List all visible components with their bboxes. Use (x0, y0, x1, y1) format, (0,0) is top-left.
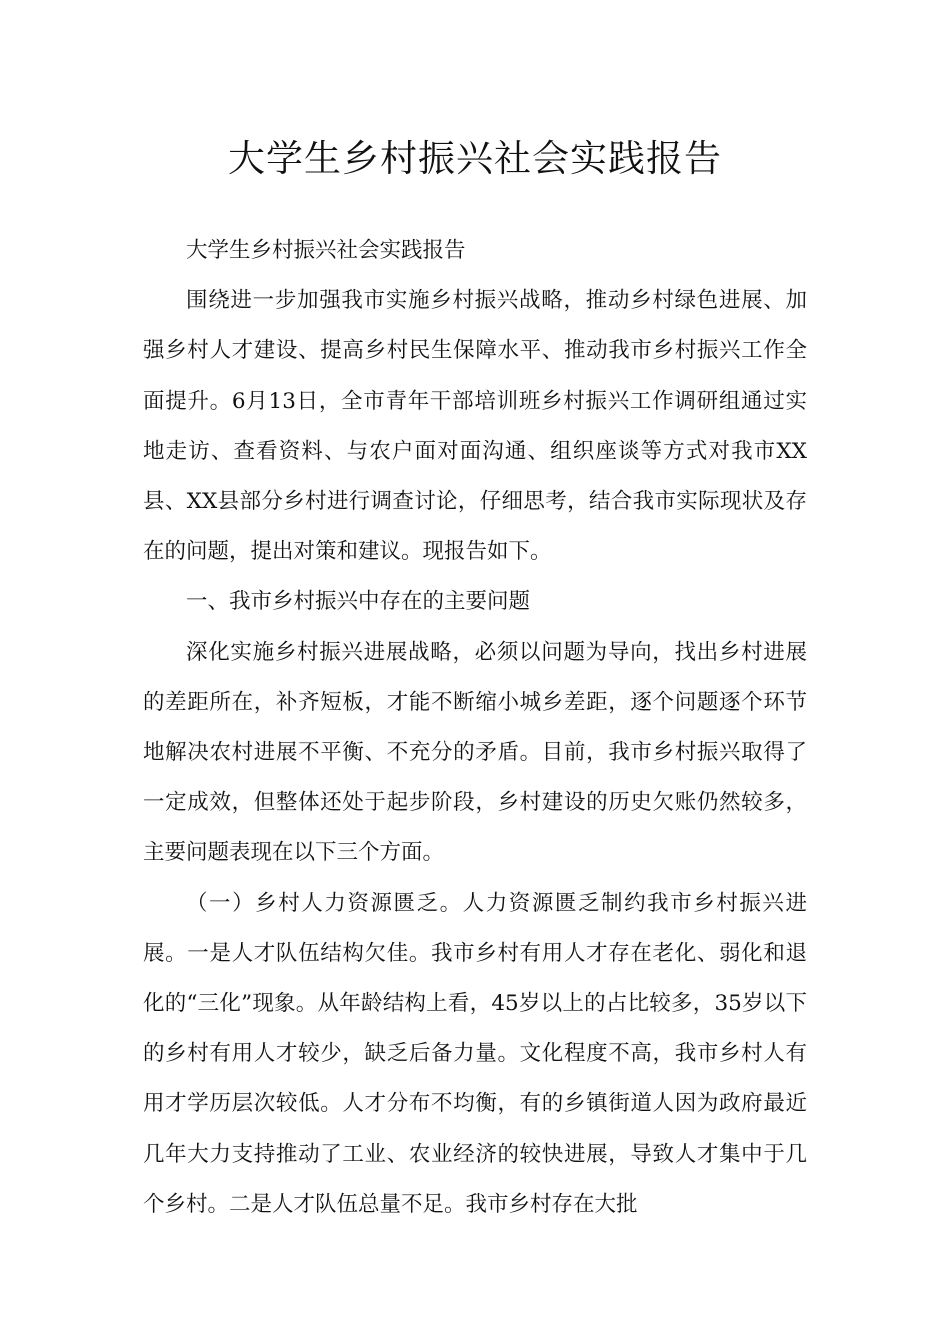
paragraph-subtitle: 大学生乡村振兴社会实践报告 (186, 238, 466, 263)
paragraph-intro: 围绕进一步加强我市实施乡村振兴战略，推动乡村绿色进展、加强乡村人才建设、提高乡村民生保障水平、推动我市乡村振兴工作全面提升。6月13日，全市青年干部培训班乡村振兴工作调研组通过实地走访、查看资料、与农户面对面沟通、组织座谈等方式对我市XX县、XX县部分乡村进行调查讨论，仔细思考，结合我市实际现状及存在的问题，提出对策和建议。现报告如下。 (143, 288, 807, 565)
paragraph-subsection-1: （一）乡村人力资源匮乏。人力资源匮乏制约我市乡村振兴进展。一是人才队伍结构欠佳。我市乡村有用人才存在老化、弱化和退化的“三化”现象。从年龄结构上看，45岁以上的占比较多，35岁以下的乡村有用人才较少，缺乏后备力量。文化程度不高，我市乡村人有用才学历层次较低。人才分布不均衡，有的乡镇街道人因为政府最近几年大力支持推动了工业、农业经济的较快进展，导致人才集中于几个乡村。二是人才队伍总量不足。我市乡村存在大批 (143, 890, 807, 1217)
section-heading-1: 一、我市乡村振兴中存在的主要问题 (186, 589, 531, 615)
document-title: 大学生乡村振兴社会实践报告 (228, 137, 722, 180)
paragraph-section-1: 深化实施乡村振兴进展战略，必须以问题为导向，找出乡村进展的差距所在，补齐短板，才能不断缩小城乡差距，逐个问题逐个环节地解决农村进展不平衡、不充分的矛盾。目前，我市乡村振兴取得了一定成效，但整体还处于起步阶段，乡村建设的历史欠账仍然较多，主要问题表现在以下三个方面。 (143, 639, 807, 866)
document-body (143, 226, 807, 1230)
